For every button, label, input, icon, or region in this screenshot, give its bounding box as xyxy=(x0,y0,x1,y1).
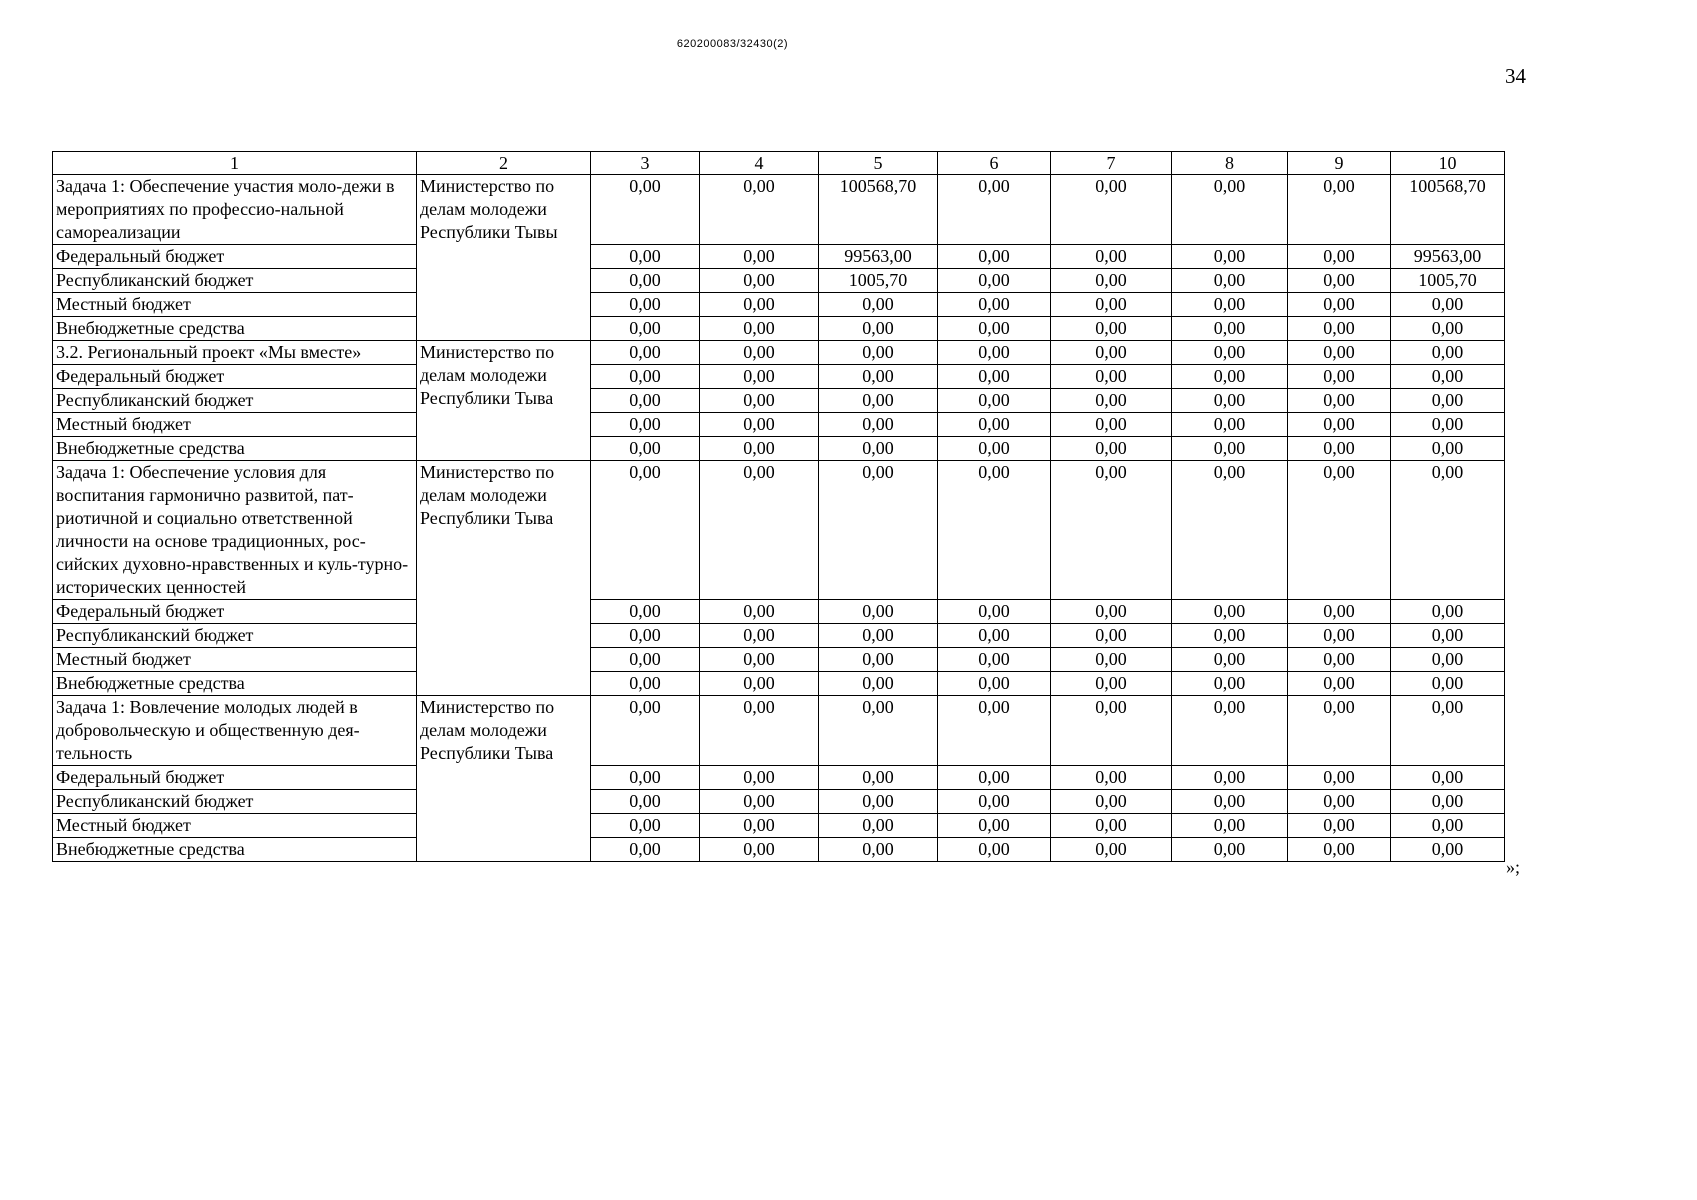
table-row-task xyxy=(53,461,1505,600)
column-header: 9 xyxy=(1288,152,1391,175)
value-cell: 0,00 xyxy=(938,814,1051,838)
value-cell: 0,00 xyxy=(1288,175,1391,245)
value-cell: 0,00 xyxy=(700,245,819,269)
value-cell: 0,00 xyxy=(1172,175,1288,245)
value-cell: 0,00 xyxy=(1288,413,1391,437)
table-row-budget xyxy=(53,437,1505,461)
row-label: Республиканский бюджет xyxy=(53,269,417,293)
value-cell: 0,00 xyxy=(1172,624,1288,648)
executor-cell: Министерство по делам молодежи Республики Тыва xyxy=(417,341,591,461)
column-header: 3 xyxy=(591,152,700,175)
value-cell: 99563,00 xyxy=(1391,245,1505,269)
value-cell: 0,00 xyxy=(1391,766,1505,790)
value-cell: 0,00 xyxy=(1172,838,1288,862)
value-cell: 0,00 xyxy=(1288,461,1391,600)
value-cell: 0,00 xyxy=(700,437,819,461)
value-cell: 0,00 xyxy=(700,838,819,862)
value-cell: 0,00 xyxy=(700,389,819,413)
row-label: Задача 1: Вовлечение молодых людей в добровольческую и общественную дея-тельность xyxy=(53,696,417,766)
row-label: Задача 1: Обеспечение условия для воспитания гармонично развитой, пат-риотичной и социально ответственной личности на основе традиционных, рос-сийских духовно-нравственных и куль-турно-исторических ценностей xyxy=(53,461,417,600)
row-label: Местный бюджет xyxy=(53,814,417,838)
value-cell: 0,00 xyxy=(1051,341,1172,365)
value-cell: 0,00 xyxy=(1391,413,1505,437)
row-label: Внебюджетные средства xyxy=(53,317,417,341)
column-header: 1 xyxy=(53,152,417,175)
value-cell: 0,00 xyxy=(1051,245,1172,269)
value-cell: 0,00 xyxy=(1172,437,1288,461)
value-cell: 0,00 xyxy=(938,341,1051,365)
value-cell: 0,00 xyxy=(700,790,819,814)
value-cell: 0,00 xyxy=(1051,389,1172,413)
table-row-budget xyxy=(53,838,1505,862)
table-row-task xyxy=(53,175,1505,245)
value-cell: 0,00 xyxy=(1288,317,1391,341)
value-cell: 0,00 xyxy=(1288,245,1391,269)
value-cell: 0,00 xyxy=(700,365,819,389)
value-cell: 0,00 xyxy=(591,413,700,437)
table-row-budget xyxy=(53,269,1505,293)
document-id: 620200083/32430(2) xyxy=(676,38,789,50)
row-label: 3.2. Региональный проект «Мы вместе» xyxy=(53,341,417,365)
value-cell: 0,00 xyxy=(938,838,1051,862)
value-cell: 0,00 xyxy=(819,365,938,389)
value-cell: 0,00 xyxy=(591,672,700,696)
value-cell: 0,00 xyxy=(819,413,938,437)
value-cell: 0,00 xyxy=(591,461,700,600)
value-cell: 0,00 xyxy=(1051,365,1172,389)
value-cell: 0,00 xyxy=(819,624,938,648)
value-cell: 0,00 xyxy=(1391,293,1505,317)
value-cell: 0,00 xyxy=(591,648,700,672)
value-cell: 0,00 xyxy=(591,790,700,814)
value-cell: 0,00 xyxy=(1391,672,1505,696)
value-cell: 0,00 xyxy=(819,317,938,341)
value-cell: 0,00 xyxy=(1172,672,1288,696)
value-cell: 0,00 xyxy=(1172,790,1288,814)
value-cell: 0,00 xyxy=(591,365,700,389)
value-cell: 0,00 xyxy=(938,790,1051,814)
value-cell: 0,00 xyxy=(1051,600,1172,624)
value-cell: 0,00 xyxy=(1288,624,1391,648)
value-cell: 0,00 xyxy=(1051,648,1172,672)
value-cell: 100568,70 xyxy=(1391,175,1505,245)
page-number: 34 xyxy=(1505,64,1526,88)
column-header: 5 xyxy=(819,152,938,175)
value-cell: 0,00 xyxy=(938,624,1051,648)
table-row-budget xyxy=(53,790,1505,814)
value-cell: 0,00 xyxy=(700,672,819,696)
row-label: Федеральный бюджет xyxy=(53,600,417,624)
value-cell: 0,00 xyxy=(1172,389,1288,413)
table-row-budget xyxy=(53,766,1505,790)
value-cell: 0,00 xyxy=(591,341,700,365)
value-cell: 0,00 xyxy=(700,317,819,341)
value-cell: 0,00 xyxy=(1391,814,1505,838)
value-cell: 0,00 xyxy=(591,437,700,461)
value-cell: 0,00 xyxy=(1172,293,1288,317)
value-cell: 0,00 xyxy=(700,696,819,766)
value-cell: 0,00 xyxy=(591,175,700,245)
value-cell: 0,00 xyxy=(1288,696,1391,766)
value-cell: 0,00 xyxy=(819,600,938,624)
value-cell: 0,00 xyxy=(1172,814,1288,838)
value-cell: 0,00 xyxy=(938,365,1051,389)
table-row-budget xyxy=(53,245,1505,269)
value-cell: 100568,70 xyxy=(819,175,938,245)
value-cell: 0,00 xyxy=(938,648,1051,672)
value-cell: 99563,00 xyxy=(819,245,938,269)
value-cell: 0,00 xyxy=(1172,648,1288,672)
value-cell: 0,00 xyxy=(1051,672,1172,696)
value-cell: 0,00 xyxy=(1288,365,1391,389)
table-row-budget xyxy=(53,365,1505,389)
value-cell: 0,00 xyxy=(1288,389,1391,413)
value-cell: 0,00 xyxy=(1288,838,1391,862)
value-cell: 0,00 xyxy=(1172,365,1288,389)
value-cell: 0,00 xyxy=(1051,437,1172,461)
value-cell: 0,00 xyxy=(819,838,938,862)
value-cell: 0,00 xyxy=(1051,766,1172,790)
value-cell: 0,00 xyxy=(938,293,1051,317)
value-cell: 0,00 xyxy=(1051,814,1172,838)
row-label: Республиканский бюджет xyxy=(53,389,417,413)
value-cell: 0,00 xyxy=(700,341,819,365)
value-cell: 0,00 xyxy=(938,696,1051,766)
value-cell: 0,00 xyxy=(1288,600,1391,624)
value-cell: 0,00 xyxy=(1172,245,1288,269)
value-cell: 0,00 xyxy=(938,389,1051,413)
executor-cell: Министерство по делам молодежи Республики Тывы xyxy=(417,175,591,341)
value-cell: 0,00 xyxy=(819,814,938,838)
row-label: Федеральный бюджет xyxy=(53,365,417,389)
table-row-task xyxy=(53,341,1505,365)
table-row-task xyxy=(53,696,1505,766)
value-cell: 0,00 xyxy=(1391,389,1505,413)
value-cell: 0,00 xyxy=(1391,317,1505,341)
value-cell: 0,00 xyxy=(1288,790,1391,814)
value-cell: 0,00 xyxy=(1288,766,1391,790)
value-cell: 0,00 xyxy=(591,389,700,413)
value-cell: 0,00 xyxy=(1391,624,1505,648)
value-cell: 0,00 xyxy=(1051,624,1172,648)
value-cell: 0,00 xyxy=(700,814,819,838)
table-row-budget xyxy=(53,672,1505,696)
table-row-budget xyxy=(53,389,1505,413)
closing-quote-mark: »; xyxy=(1506,857,1521,877)
value-cell: 0,00 xyxy=(1391,790,1505,814)
value-cell: 0,00 xyxy=(1391,696,1505,766)
value-cell: 0,00 xyxy=(591,600,700,624)
value-cell: 0,00 xyxy=(1391,341,1505,365)
value-cell: 0,00 xyxy=(1172,413,1288,437)
value-cell: 0,00 xyxy=(1288,814,1391,838)
value-cell: 0,00 xyxy=(591,766,700,790)
value-cell: 0,00 xyxy=(1391,437,1505,461)
value-cell: 0,00 xyxy=(819,341,938,365)
value-cell: 0,00 xyxy=(591,696,700,766)
value-cell: 0,00 xyxy=(938,600,1051,624)
row-label: Республиканский бюджет xyxy=(53,624,417,648)
column-header: 7 xyxy=(1051,152,1172,175)
value-cell: 0,00 xyxy=(700,293,819,317)
value-cell: 1005,70 xyxy=(1391,269,1505,293)
executor-cell: Министерство по делам молодежи Республики Тыва xyxy=(417,461,591,696)
value-cell: 0,00 xyxy=(1172,600,1288,624)
value-cell: 0,00 xyxy=(1391,600,1505,624)
value-cell: 0,00 xyxy=(819,672,938,696)
value-cell: 0,00 xyxy=(591,245,700,269)
value-cell: 0,00 xyxy=(1172,317,1288,341)
value-cell: 0,00 xyxy=(938,317,1051,341)
value-cell: 0,00 xyxy=(1172,461,1288,600)
value-cell: 0,00 xyxy=(938,461,1051,600)
value-cell: 0,00 xyxy=(1391,461,1505,600)
value-cell: 0,00 xyxy=(1172,341,1288,365)
value-cell: 0,00 xyxy=(700,175,819,245)
value-cell: 0,00 xyxy=(700,269,819,293)
value-cell: 0,00 xyxy=(938,437,1051,461)
value-cell: 0,00 xyxy=(591,293,700,317)
table-row-budget xyxy=(53,413,1505,437)
value-cell: 0,00 xyxy=(1172,766,1288,790)
row-label: Федеральный бюджет xyxy=(53,245,417,269)
executor-cell: Министерство по делам молодежи Республики Тыва xyxy=(417,696,591,862)
table-body xyxy=(53,175,1505,862)
row-label: Задача 1: Обеспечение участия моло-дежи в мероприятиях по профессио-нальной самореализации xyxy=(53,175,417,245)
value-cell: 0,00 xyxy=(1391,365,1505,389)
value-cell: 0,00 xyxy=(819,696,938,766)
value-cell: 0,00 xyxy=(1288,341,1391,365)
value-cell: 0,00 xyxy=(591,814,700,838)
value-cell: 0,00 xyxy=(1051,293,1172,317)
column-header: 4 xyxy=(700,152,819,175)
table-row-budget xyxy=(53,814,1505,838)
row-label: Внебюджетные средства xyxy=(53,672,417,696)
column-header: 2 xyxy=(417,152,591,175)
value-cell: 0,00 xyxy=(938,413,1051,437)
column-header: 8 xyxy=(1172,152,1288,175)
value-cell: 0,00 xyxy=(1288,648,1391,672)
value-cell: 0,00 xyxy=(700,648,819,672)
value-cell: 0,00 xyxy=(1051,317,1172,341)
value-cell: 0,00 xyxy=(700,461,819,600)
table-row-budget xyxy=(53,317,1505,341)
value-cell: 0,00 xyxy=(700,413,819,437)
row-label: Внебюджетные средства xyxy=(53,437,417,461)
value-cell: 0,00 xyxy=(1051,413,1172,437)
value-cell: 0,00 xyxy=(591,624,700,648)
value-cell: 0,00 xyxy=(938,175,1051,245)
value-cell: 0,00 xyxy=(700,766,819,790)
value-cell: 0,00 xyxy=(819,790,938,814)
value-cell: 0,00 xyxy=(819,437,938,461)
value-cell: 0,00 xyxy=(1391,838,1505,862)
row-label: Местный бюджет xyxy=(53,648,417,672)
value-cell: 0,00 xyxy=(819,293,938,317)
value-cell: 0,00 xyxy=(1288,437,1391,461)
value-cell: 0,00 xyxy=(1051,838,1172,862)
value-cell: 0,00 xyxy=(1391,648,1505,672)
value-cell: 0,00 xyxy=(819,766,938,790)
value-cell: 0,00 xyxy=(1172,696,1288,766)
value-cell: 1005,70 xyxy=(819,269,938,293)
column-header: 6 xyxy=(938,152,1051,175)
value-cell: 0,00 xyxy=(1051,461,1172,600)
row-label: Республиканский бюджет xyxy=(53,790,417,814)
table-row-budget xyxy=(53,648,1505,672)
value-cell: 0,00 xyxy=(1172,269,1288,293)
table-row-budget xyxy=(53,600,1505,624)
value-cell: 0,00 xyxy=(938,672,1051,696)
value-cell: 0,00 xyxy=(591,269,700,293)
value-cell: 0,00 xyxy=(1288,672,1391,696)
value-cell: 0,00 xyxy=(938,245,1051,269)
row-label: Внебюджетные средства xyxy=(53,838,417,862)
value-cell: 0,00 xyxy=(1051,696,1172,766)
row-label: Местный бюджет xyxy=(53,413,417,437)
budget-table xyxy=(52,151,1505,862)
value-cell: 0,00 xyxy=(1288,293,1391,317)
value-cell: 0,00 xyxy=(819,389,938,413)
value-cell: 0,00 xyxy=(700,624,819,648)
table-row-budget xyxy=(53,293,1505,317)
table-row-budget xyxy=(53,624,1505,648)
value-cell: 0,00 xyxy=(938,766,1051,790)
value-cell: 0,00 xyxy=(819,648,938,672)
value-cell: 0,00 xyxy=(938,269,1051,293)
value-cell: 0,00 xyxy=(591,317,700,341)
value-cell: 0,00 xyxy=(700,600,819,624)
row-label: Местный бюджет xyxy=(53,293,417,317)
value-cell: 0,00 xyxy=(1051,790,1172,814)
value-cell: 0,00 xyxy=(1288,269,1391,293)
column-header-row xyxy=(53,152,1505,175)
value-cell: 0,00 xyxy=(819,461,938,600)
value-cell: 0,00 xyxy=(1051,269,1172,293)
row-label: Федеральный бюджет xyxy=(53,766,417,790)
value-cell: 0,00 xyxy=(591,838,700,862)
column-header: 10 xyxy=(1391,152,1505,175)
value-cell: 0,00 xyxy=(1051,175,1172,245)
